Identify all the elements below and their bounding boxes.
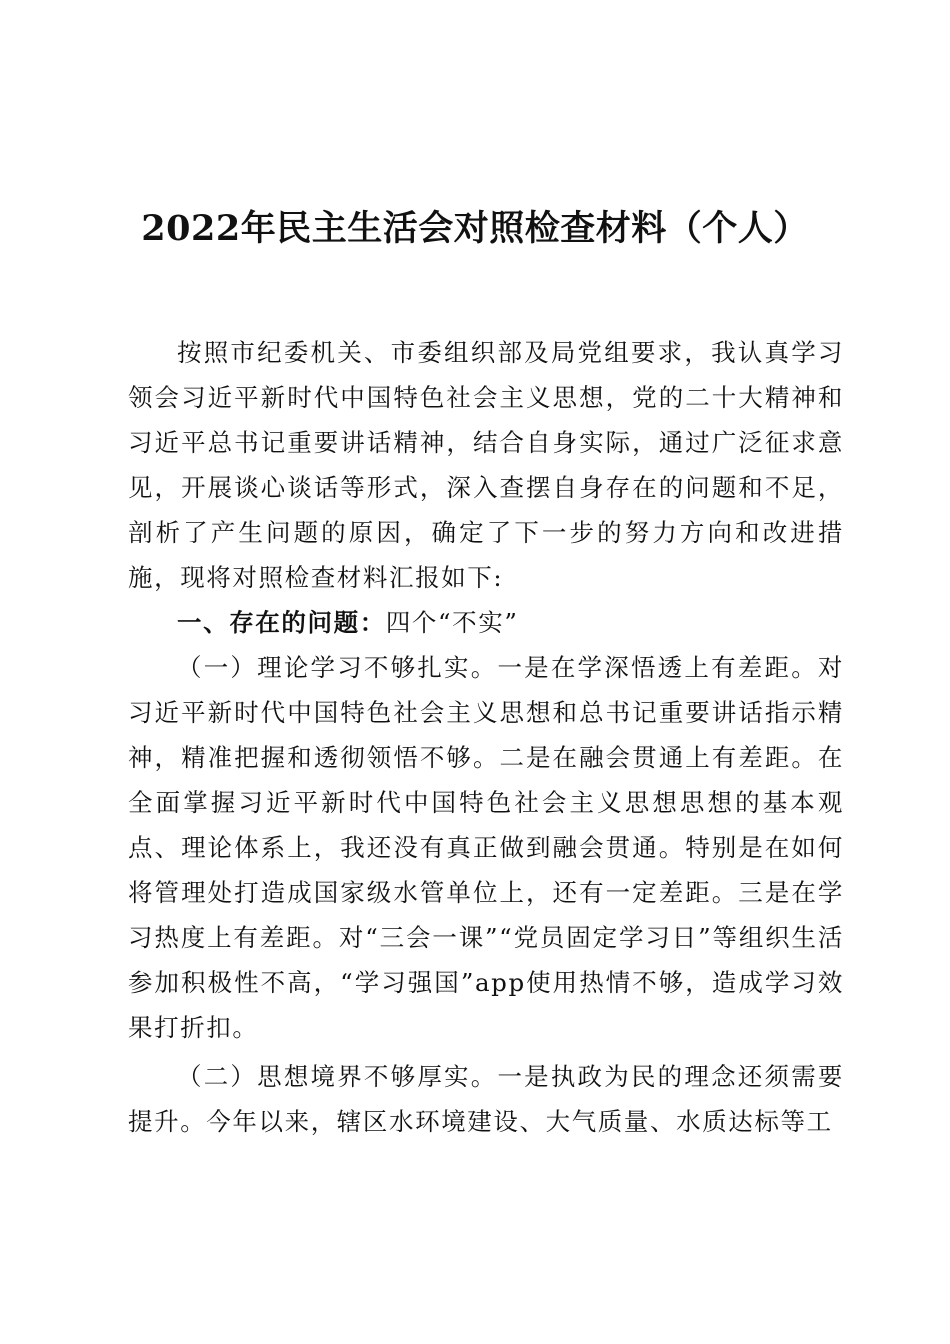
section-heading [128, 600, 844, 645]
section-heading-subtitle: 四个“不实” [385, 608, 519, 637]
paragraph-theory-study: （一）理论学习不够扎实。一是在学深悟透上有差距。对习近平新时代中国特色社会主义思想和总书记重要讲话指示精神，精准把握和透彻领悟不够。二是在融会贯通上有差距。在全面掌握习近平新时代中国特色社会主义思想思想的基本观点、理论体系上，我还没有真正做到融会贯通。特别是在如何将管理处打造成国家级水管单位上，还有一定差距。三是在学习热度上有差距。对“三会一课”“党员固定学习日”等组织生活参加积极性不高，“学习强国”app使用热情不够，造成学习效果打折扣。 [128, 653, 844, 1042]
document-body [128, 330, 844, 1144]
document-title: 2022年民主生活会对照检查材料（个人） [141, 208, 809, 249]
intro-paragraph: 按照市纪委机关、市委组织部及局党组要求，我认真学习领会习近平新时代中国特色社会主义思想，党的二十大精神和习近平总书记重要讲话精神，结合自身实际，通过广泛征求意见，开展谈心谈话等形式，深入查摆自身存在的问题和不足，剖析了产生问题的原因，确定了下一步的努力方向和改进措施，现将对照检查材料汇报如下: [128, 338, 844, 592]
section-heading-label: 一、存在的问题： [177, 608, 386, 637]
paragraph-ideology: （二）思想境界不够厚实。一是执政为民的理念还须需要提升。今年以来，辖区水环境建设、大气质量、水质达标等工 [128, 1062, 844, 1136]
